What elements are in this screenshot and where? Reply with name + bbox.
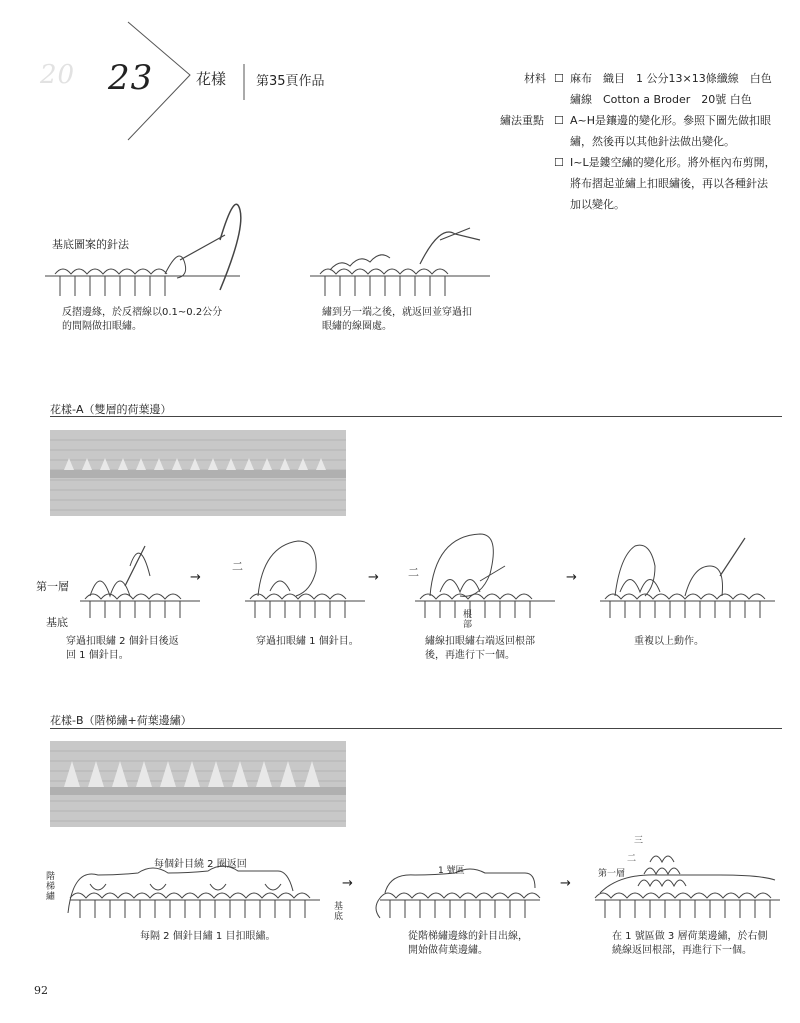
pattern-a-label-two-2: 二 <box>408 566 419 579</box>
pattern-b-photo <box>50 741 346 827</box>
pattern-b-heading: 花樣-B（階梯繡+荷葉邊繡） <box>50 714 192 727</box>
pattern-b-step3 <box>612 930 767 958</box>
pattern-b-diagram <box>40 838 790 938</box>
pattern-a-step3-line-a: 繡線扣眼繡右端返回根部 <box>425 636 535 647</box>
pattern-a-step2: 穿過扣眼繡 1 個針目。 <box>256 636 359 647</box>
pattern-b-step2-line-a: 從階梯繡邊緣的針目出線， <box>408 931 528 942</box>
pattern-a-heading: 花樣-A（雙層的荷葉邊） <box>50 403 172 416</box>
pattern-a-photo <box>50 430 346 516</box>
pattern-b-label-first: 第一層 <box>598 869 626 879</box>
point1-line-b: 繡，然後再以其他針法做出變化。 <box>570 135 735 148</box>
pattern-b-step3-line-b: 繞線返回根部，再進行下一個。 <box>612 945 752 956</box>
point2-line-a: I~L是鏤空繡的變化形。將外框內布剪開， <box>570 156 776 169</box>
materials-line1: 麻布 織目 1 公分13×13條纖線 白色 <box>570 72 772 85</box>
pattern-b-step3-line-a: 在 1 號區做 3 層荷葉邊繡，於右側 <box>612 931 768 942</box>
basic-heading: 基底圖案的針法 <box>52 238 129 251</box>
basic-caption-2 <box>322 306 472 334</box>
checkbox-icon: ☐ <box>554 156 564 169</box>
point2-line-b: 將布摺起並繡上扣眼繡後，再以各種針法 <box>570 177 768 190</box>
step-arrow-icon: → <box>566 570 577 585</box>
materials-label: 材料 <box>524 72 546 85</box>
pattern-number: 23 <box>108 58 154 98</box>
step-arrow-icon: → <box>560 876 571 891</box>
pattern-a-step3 <box>425 635 535 663</box>
pattern-b-note-top: 每個針目繞 2 圈返回 <box>154 859 247 870</box>
pattern-a-step3-line-b: 後，再進行下一個。 <box>425 650 515 661</box>
step-arrow-icon: → <box>368 570 379 585</box>
pattern-a-diagram <box>30 526 790 636</box>
basic-caption-2-line-a: 繡到另一端之後，就返回並穿過扣 <box>322 307 472 318</box>
pattern-a-step1-line-a: 穿過扣眼繡 2 個針目後返 <box>66 636 179 647</box>
checkbox-icon: ☐ <box>554 114 564 127</box>
point1-line-a: A~H是鑲邊的變化形。參照下圖先做扣眼 <box>570 114 772 127</box>
pattern-b-label-ladder: 階梯繡 <box>46 872 56 902</box>
pattern-b-label-two: 二 <box>627 854 637 864</box>
points-label: 繡法重點 <box>500 114 544 127</box>
page-title: 花樣 <box>196 70 227 88</box>
pattern-a-label-first: 第一層 <box>36 580 69 593</box>
ghost-number: 20 <box>40 60 76 90</box>
step-arrow-icon: → <box>190 570 201 585</box>
pattern-a-step1-line-b: 回 1 個針目。 <box>66 650 129 661</box>
pattern-a-label-two-1: 二 <box>232 560 243 573</box>
page-reference: 第35頁作品 <box>256 74 325 89</box>
pattern-a-step4: 重複以上動作。 <box>634 636 704 647</box>
pattern-b-step1: 每隔 2 個針目繡 1 目扣眼繡。 <box>140 931 276 942</box>
pattern-a-rule <box>50 416 782 417</box>
step-arrow-icon: → <box>342 876 353 891</box>
pattern-b-step2 <box>408 930 528 958</box>
materials-line2: 繡線 Cotton a Broder 20號 白色 <box>570 93 752 106</box>
basic-caption-2-line-b: 眼繡的線圈處。 <box>322 321 392 332</box>
pattern-a-label-base: 基底 <box>46 616 68 629</box>
checkbox-icon: ☐ <box>554 72 564 85</box>
page-number: 92 <box>34 984 48 997</box>
materials-block <box>500 68 794 215</box>
pattern-b-label-base: 基底 <box>334 902 344 922</box>
pattern-b-step2-line-b: 開始做荷葉邊繡。 <box>408 945 488 956</box>
pattern-a-step1 <box>66 635 179 663</box>
pattern-b-rule <box>50 728 782 729</box>
basic-stitch-diagram <box>40 200 500 310</box>
basic-caption-1 <box>62 306 222 334</box>
basic-caption-1-line-b: 的間隔做扣眼繡。 <box>62 321 142 332</box>
pattern-b-label-zone1: 1 號區 <box>438 866 465 876</box>
point2-line-c: 加以變化。 <box>570 198 625 211</box>
pattern-b-label-three: 三 <box>634 836 644 846</box>
basic-caption-1-line-a: 反摺邊緣，於反褶線以0.1~0.2公分 <box>62 307 223 318</box>
pattern-a-label-root: 根部 <box>463 610 473 630</box>
